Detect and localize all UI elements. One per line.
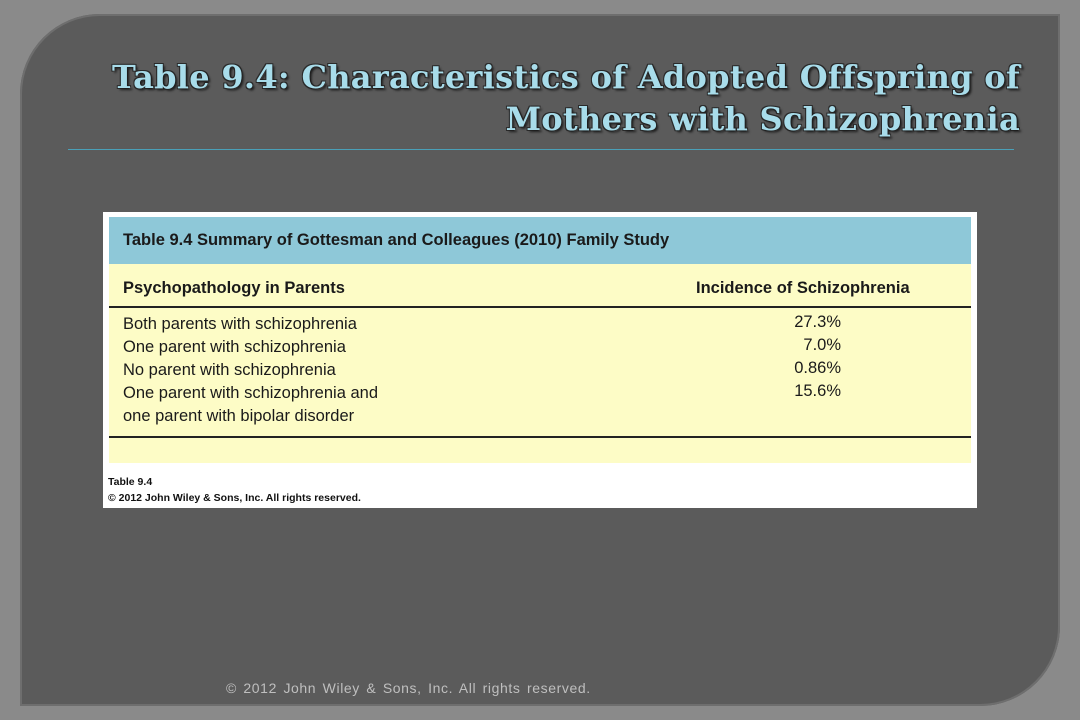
title-underline — [68, 149, 1014, 150]
table-rule-top — [109, 306, 971, 308]
table-caption-label: Table 9.4 — [108, 476, 153, 488]
row-value-one-parent: 7.0% — [803, 336, 841, 354]
row-label-no-parent: No parent with schizophrenia — [123, 361, 336, 379]
row-label-both-parents: Both parents with schizophrenia — [123, 315, 357, 333]
table-body — [109, 217, 971, 463]
row-label-one-parent: One parent with schizophrenia — [123, 338, 346, 356]
table-caption-copyright: © 2012 John Wiley & Sons, Inc. All rights reserved. — [108, 492, 361, 504]
table-header — [109, 217, 971, 264]
row-value-schizophrenia-bipolar: 15.6% — [794, 382, 841, 400]
slide-title-line-2: Mothers with Schizophrenia — [505, 100, 1020, 138]
row-value-no-parent: 0.86% — [794, 359, 841, 377]
slide-footer-copyright: © 2012 John Wiley & Sons, Inc. All rights reserved. — [226, 680, 591, 696]
table-title: Table 9.4 Summary of Gottesman and Colleagues (2010) Family Study — [123, 231, 670, 249]
slide-title — [80, 56, 1020, 140]
column-header-incidence: Incidence of Schizophrenia — [696, 279, 910, 297]
slide-title-line-1: Table 9.4: Characteristics of Adopted Offspring of — [112, 58, 1020, 96]
row-label-schizophrenia-bipolar-line-1: One parent with schizophrenia and — [123, 384, 378, 402]
row-label-schizophrenia-bipolar-line-2: one parent with bipolar disorder — [123, 407, 355, 425]
table-image — [103, 212, 977, 508]
row-value-both-parents: 27.3% — [794, 313, 841, 331]
column-header-psychopathology: Psychopathology in Parents — [123, 279, 345, 297]
table-rule-bottom — [109, 436, 971, 438]
